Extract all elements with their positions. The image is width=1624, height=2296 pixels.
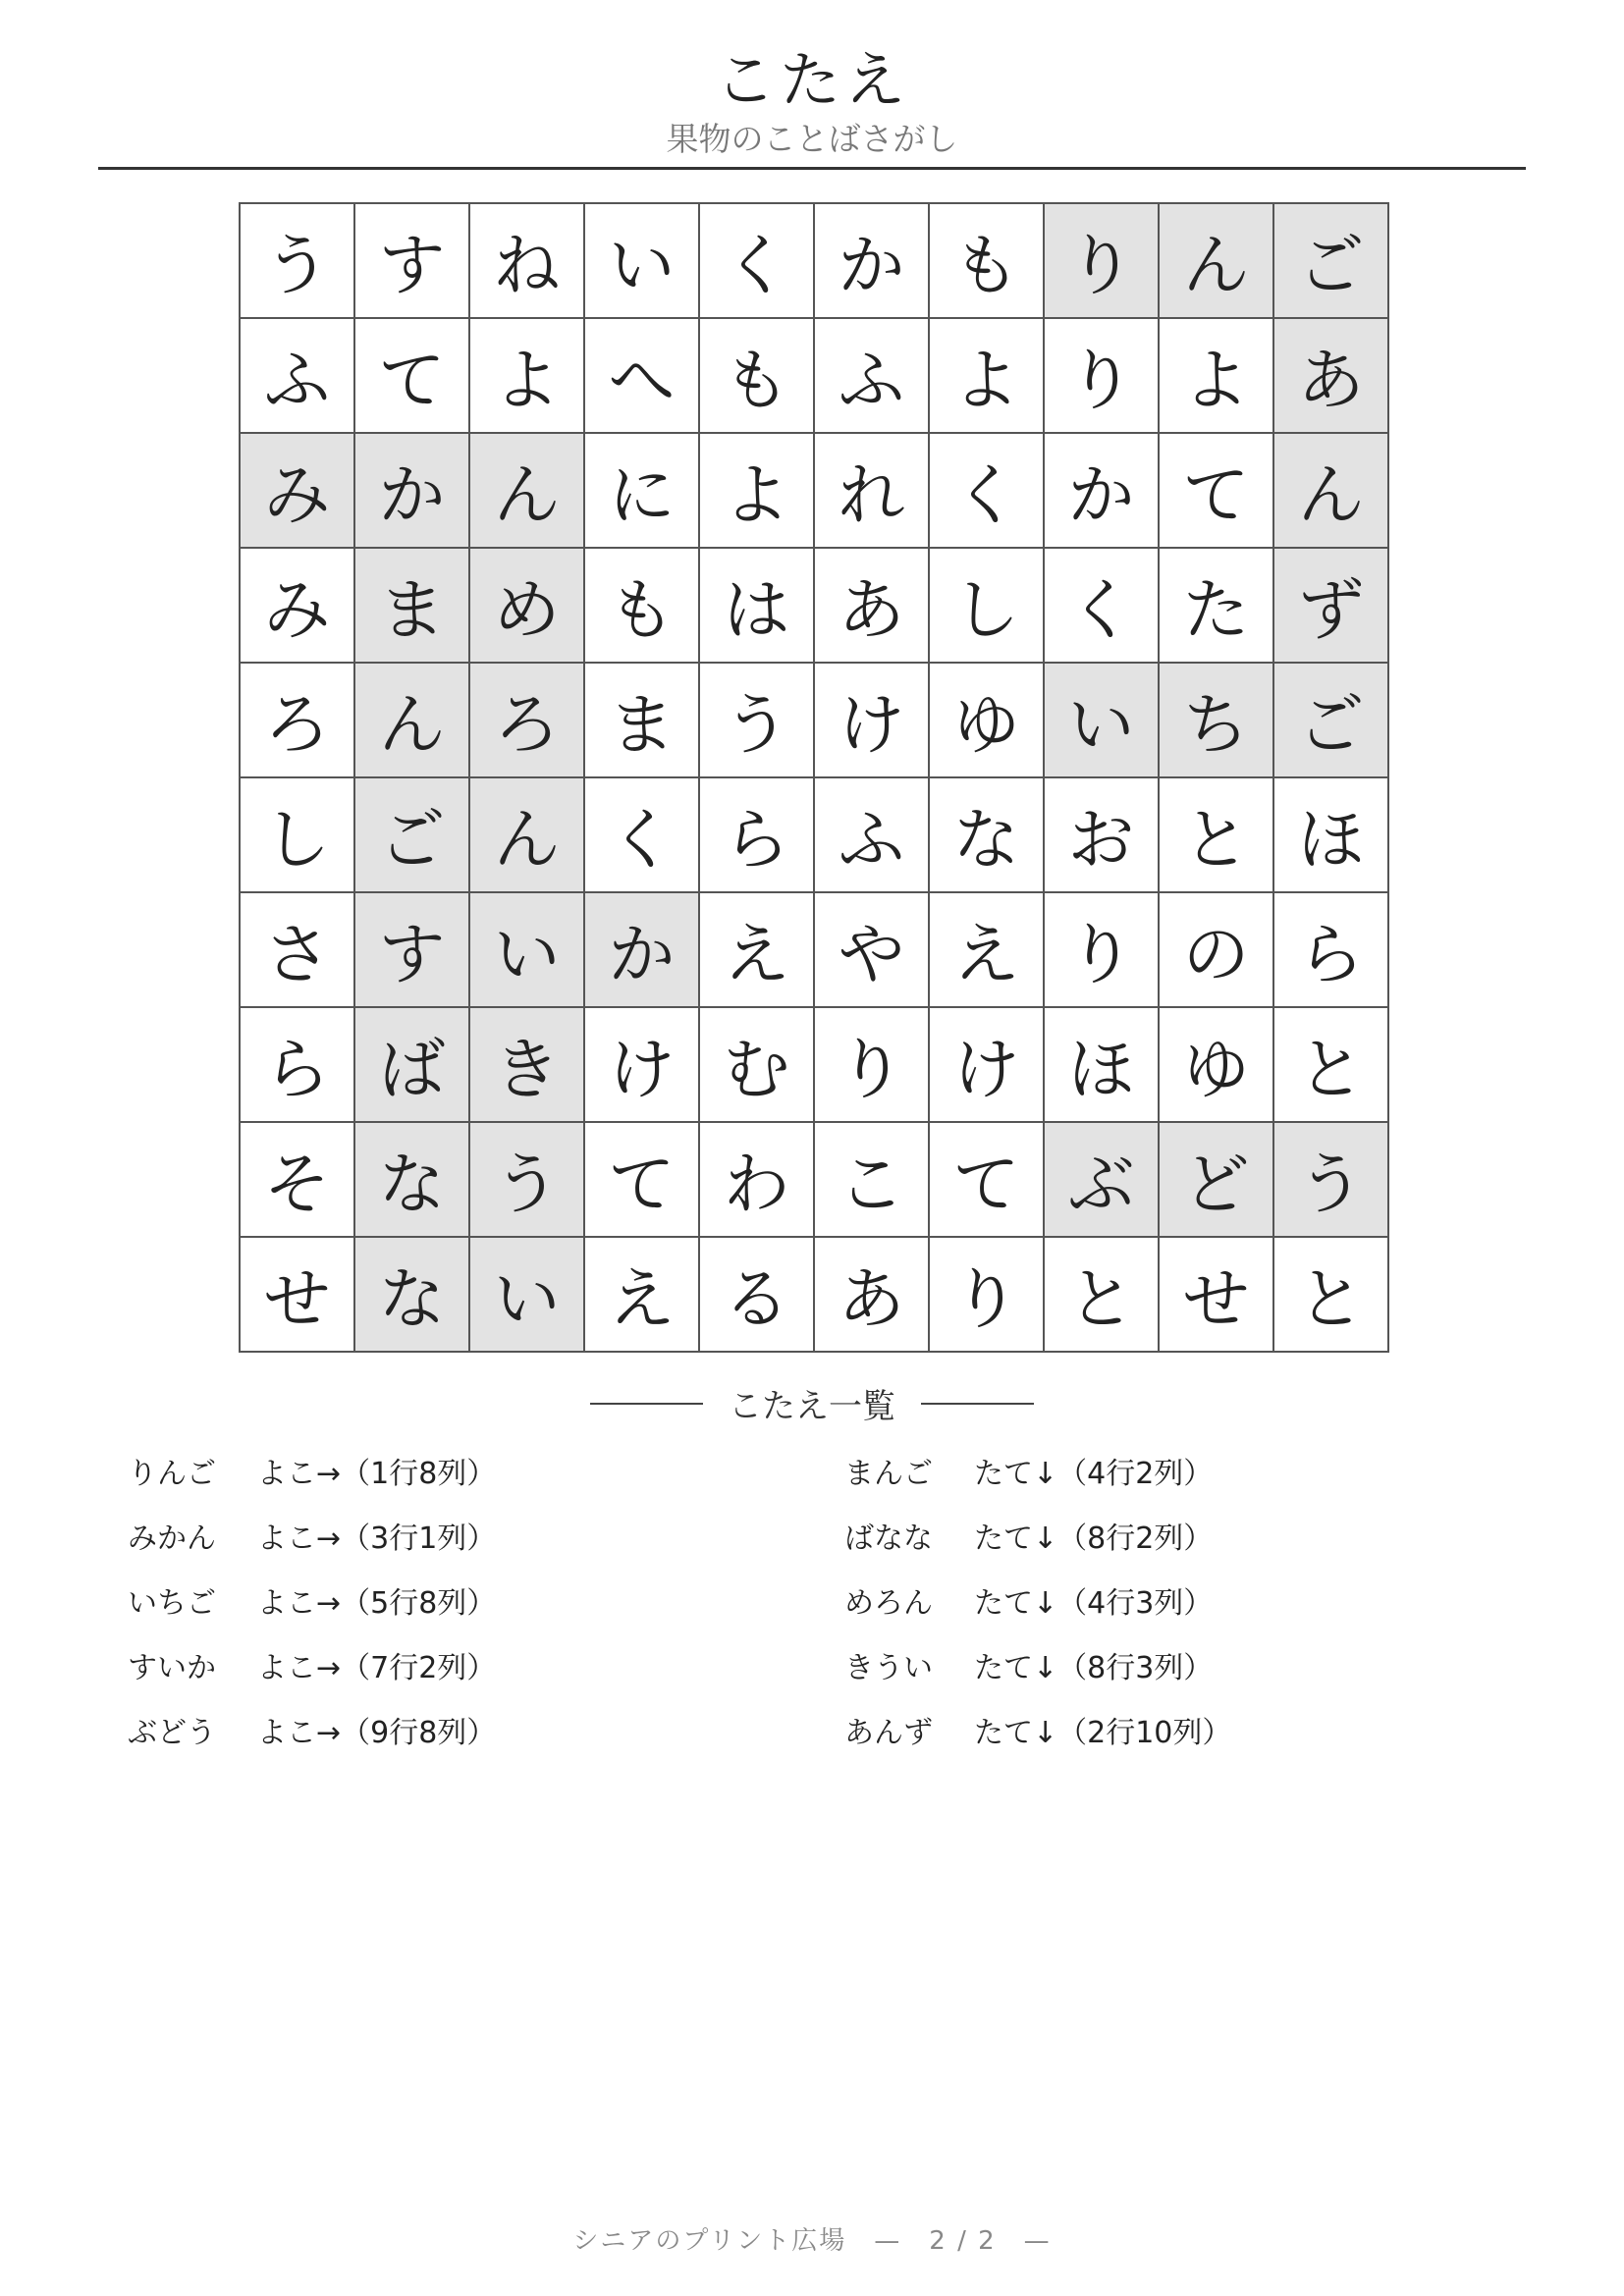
answer-position: たて↓（8行3列） [974, 1651, 1214, 1685]
grid-cell: い [1045, 664, 1160, 778]
answer-position: よこ→（9行8列） [257, 1716, 497, 1750]
grid-cell: ご [1274, 664, 1389, 778]
grid-cell: ま [585, 664, 700, 778]
answer-item [128, 1520, 496, 1584]
heading-line-left [590, 1403, 703, 1405]
answer-position: たて↓（4行3列） [974, 1586, 1214, 1621]
grid-cell: と [1274, 1238, 1389, 1353]
answer-position: よこ→（7行2列） [257, 1651, 497, 1685]
grid-cell: え [930, 893, 1045, 1008]
grid-cell: あ [815, 549, 930, 664]
grid-cell: け [815, 664, 930, 778]
grid-cell: て [355, 319, 470, 434]
page-footer: シニアのプリント広場 — 2 / 2 — [572, 2226, 1052, 2256]
answer-item [844, 1455, 1231, 1520]
grid-cell: り [930, 1238, 1045, 1353]
grid-cell: く [585, 778, 700, 893]
answer-word: まんご [844, 1457, 933, 1491]
answer-list-title: こたえ一覧 [729, 1387, 895, 1426]
answer-word: きうい [844, 1651, 933, 1685]
grid-cell: ら [700, 778, 815, 893]
answer-position: よこ→（3行1列） [257, 1522, 497, 1556]
grid-cell: う [241, 204, 355, 319]
grid-cell: な [355, 1123, 470, 1238]
grid-cell: く [1045, 549, 1160, 664]
grid-cell: ん [1274, 434, 1389, 549]
grid-cell: ん [470, 434, 585, 549]
grid-cell: ふ [241, 319, 355, 434]
answer-item [844, 1520, 1231, 1584]
grid-cell: れ [815, 434, 930, 549]
heading-line-right [921, 1403, 1034, 1405]
answer-item [844, 1584, 1231, 1649]
grid-cell: ず [1274, 549, 1389, 664]
grid-cell: ら [241, 1008, 355, 1123]
grid-cell: ん [355, 664, 470, 778]
grid-cell: み [241, 434, 355, 549]
word-search-grid [239, 202, 1389, 1353]
grid-cell: ら [1274, 893, 1389, 1008]
grid-cell: あ [815, 1238, 930, 1353]
answer-list-right [844, 1455, 1231, 1779]
grid-cell: く [930, 434, 1045, 549]
grid-cell: も [930, 204, 1045, 319]
grid-cell: ご [355, 778, 470, 893]
answer-position: たて↓（2行10列） [974, 1716, 1232, 1750]
answer-word: ぶどう [128, 1716, 216, 1750]
grid-cell: と [1160, 778, 1274, 893]
grid-cell: ね [470, 204, 585, 319]
grid-cell: め [470, 549, 585, 664]
answer-item [844, 1714, 1231, 1779]
grid-cell: ぶ [1045, 1123, 1160, 1238]
grid-cell: せ [241, 1238, 355, 1353]
grid-cell: な [930, 778, 1045, 893]
grid-cell: た [1160, 549, 1274, 664]
grid-cell: い [585, 204, 700, 319]
grid-cell: あ [1274, 319, 1389, 434]
grid-cell: い [470, 1238, 585, 1353]
grid-cell: い [470, 893, 585, 1008]
grid-cell: す [355, 204, 470, 319]
grid-cell: か [355, 434, 470, 549]
grid-cell: さ [241, 893, 355, 1008]
grid-cell: ふ [815, 319, 930, 434]
grid-cell: む [700, 1008, 815, 1123]
grid-cell: ほ [1045, 1008, 1160, 1123]
grid-cell: く [700, 204, 815, 319]
answer-position: よこ→（5行8列） [257, 1586, 497, 1621]
grid-cell: と [1045, 1238, 1160, 1353]
answer-word: いちご [128, 1586, 216, 1621]
grid-cell: ろ [470, 664, 585, 778]
grid-cell: な [355, 1238, 470, 1353]
grid-cell: や [815, 893, 930, 1008]
answer-list-left [128, 1455, 496, 1779]
grid-cell: そ [241, 1123, 355, 1238]
answer-word: めろん [844, 1586, 933, 1621]
answer-position: よこ→（1行8列） [257, 1457, 497, 1491]
grid-cell: し [930, 549, 1045, 664]
grid-cell: ろ [241, 664, 355, 778]
answer-word: すいか [128, 1651, 216, 1685]
grid-cell: う [700, 664, 815, 778]
grid-cell: も [585, 549, 700, 664]
grid-cell: り [1045, 893, 1160, 1008]
grid-cell: ほ [1274, 778, 1389, 893]
grid-cell: え [585, 1238, 700, 1353]
grid-cell: り [1045, 204, 1160, 319]
grid-cell: て [1160, 434, 1274, 549]
answer-item [844, 1649, 1231, 1714]
grid-cell: わ [700, 1123, 815, 1238]
answer-word: あんず [844, 1716, 933, 1750]
grid-cell: は [700, 549, 815, 664]
grid-cell: る [700, 1238, 815, 1353]
answer-item [128, 1584, 496, 1649]
grid-cell: と [1274, 1008, 1389, 1123]
answer-word: ばなな [844, 1522, 933, 1556]
grid-cell: か [1045, 434, 1160, 549]
grid-cell: き [470, 1008, 585, 1123]
grid-cell: り [815, 1008, 930, 1123]
grid-cell: か [815, 204, 930, 319]
grid-cell: か [585, 893, 700, 1008]
grid-cell: み [241, 549, 355, 664]
answer-word: りんご [128, 1457, 216, 1491]
grid-cell: け [930, 1008, 1045, 1123]
grid-cell: せ [1160, 1238, 1274, 1353]
grid-cell: よ [1160, 319, 1274, 434]
grid-cell: て [930, 1123, 1045, 1238]
grid-cell: ち [1160, 664, 1274, 778]
grid-cell: う [470, 1123, 585, 1238]
page-subtitle: 果物のことばさがし [666, 120, 958, 158]
grid-cell: ま [355, 549, 470, 664]
grid-cell: す [355, 893, 470, 1008]
grid-cell: ん [470, 778, 585, 893]
page-title: こたえ [714, 44, 909, 116]
grid-cell: え [700, 893, 815, 1008]
grid-cell: ご [1274, 204, 1389, 319]
answer-item [128, 1714, 496, 1779]
grid-cell: け [585, 1008, 700, 1123]
grid-cell: よ [470, 319, 585, 434]
grid-cell: ゆ [930, 664, 1045, 778]
grid-cell: ゆ [1160, 1008, 1274, 1123]
answer-position: たて↓（4行2列） [974, 1457, 1214, 1491]
grid-cell: よ [700, 434, 815, 549]
grid-cell: り [1045, 319, 1160, 434]
answer-position: たて↓（8行2列） [974, 1522, 1214, 1556]
grid-cell: こ [815, 1123, 930, 1238]
grid-cell: お [1045, 778, 1160, 893]
answer-list-heading [0, 1379, 1624, 1427]
grid-cell: の [1160, 893, 1274, 1008]
grid-cell: へ [585, 319, 700, 434]
grid-cell: う [1274, 1123, 1389, 1238]
answer-item [128, 1649, 496, 1714]
grid-cell: よ [930, 319, 1045, 434]
grid-cell: し [241, 778, 355, 893]
grid-cell: て [585, 1123, 700, 1238]
answer-item [128, 1455, 496, 1520]
grid-cell: も [700, 319, 815, 434]
grid-cell: ば [355, 1008, 470, 1123]
grid-cell: に [585, 434, 700, 549]
header-divider [98, 167, 1526, 170]
answer-word: みかん [128, 1522, 216, 1556]
grid-cell: ど [1160, 1123, 1274, 1238]
grid-cell: ん [1160, 204, 1274, 319]
grid-cell: ふ [815, 778, 930, 893]
